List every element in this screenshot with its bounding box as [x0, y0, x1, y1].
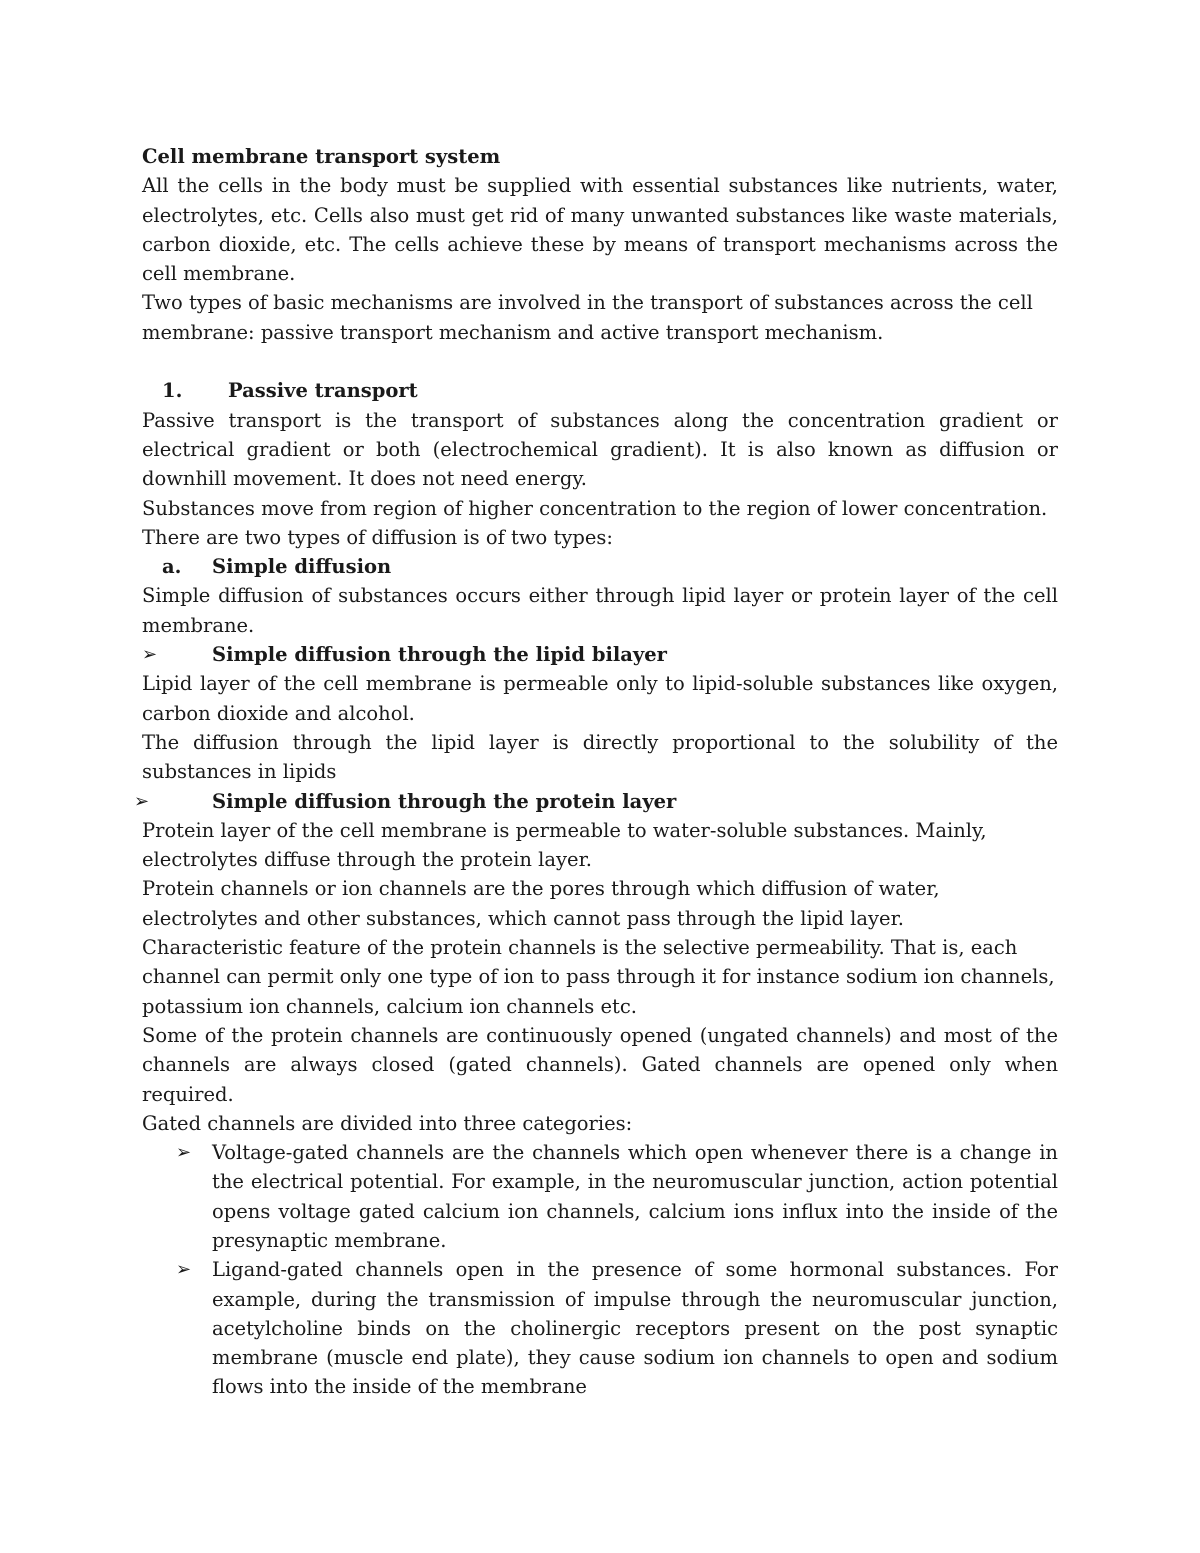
arrow-bullet-icon: ➢: [176, 1142, 192, 1164]
list-item-text: Ligand-gated channels open in the presence of some hormonal substances. For example, during the transmission of impulse through the neuromuscular junction, acetylcholine binds on the cholinergic receptors present on the post synaptic membrane (muscle end plate), they cause sodium ion channels to open and sodium flows into the inside of the membrane: [212, 1258, 1058, 1399]
protein-layer-title: Simple diffusion through the protein layer: [212, 789, 677, 813]
lipid-paragraph-1: Lipid layer of the cell membrane is permeable only to lipid-soluble substances like oxygen, carbon dioxide and alcohol.: [142, 672, 1058, 725]
arrow-bullet-icon: ➢: [142, 644, 158, 666]
list-item-text: Voltage-gated channels are the channels which open whenever there is a change in the electrical potential. For example, in the neuromuscular junction, action potential opens voltage gated calcium ion channels, calcium ions influx into the inside of the presynaptic membrane.: [212, 1141, 1058, 1252]
document-page: [134, 142, 1058, 1402]
protein-paragraph-1: Protein layer of the cell membrane is permeable to water-soluble substances. Mainly, electrolytes diffuse through the protein layer.: [142, 818, 987, 872]
simple-diffusion-paragraph: Simple diffusion of substances occurs either through lipid layer or protein layer of the cell membrane.: [142, 584, 1058, 637]
passive-paragraph-3: There are two types of diffusion is of two types:: [142, 525, 613, 549]
lipid-bilayer-heading: [142, 640, 1058, 669]
subsection-a-title: Simple diffusion: [212, 555, 392, 579]
arrow-bullet-icon: ➢: [134, 790, 150, 812]
passive-paragraph-1: Passive transport is the transport of substances along the concentration gradient or electrical gradient or both (electrochemical gradient). It is also known as diffusion or downhill movement. It does not need energy.: [142, 408, 1058, 491]
protein-paragraph-3: Characteristic feature of the protein channels is the selective permeability. That is, each channel can permit only one type of ion to pass through it for instance sodium ion channels, potassium ion channels, calcium ion channels etc.: [142, 936, 1055, 1018]
document-title: Cell membrane transport system: [142, 145, 501, 168]
intro-paragraph-1: All the cells in the body must be supplied with essential substances like nutrients, water, electrolytes, etc. Cells also must get rid of many unwanted substances like waste materials, carbon dioxide, etc. The cells achieve these by means of transport mechanisms across the cell membrane.: [142, 174, 1058, 286]
protein-paragraph-5: Gated channels are divided into three categories:: [142, 1111, 633, 1135]
intro-paragraph-2: Two types of basic mechanisms are involved in the transport of substances across the cell membrane: passive transport mechanism and active transport mechanism.: [142, 291, 1033, 344]
arrow-bullet-icon: ➢: [176, 1259, 192, 1281]
section-1-heading: [142, 376, 1058, 405]
lipid-bilayer-title: Simple diffusion through the lipid bilayer: [212, 643, 667, 667]
gated-channels-list: [142, 1138, 1058, 1402]
list-item: [142, 1255, 1058, 1401]
passive-paragraph-2: Substances move from region of higher concentration to the region of lower concentration.: [142, 496, 1048, 520]
spacer: [142, 347, 1058, 376]
section-1-title: Passive transport: [228, 379, 418, 403]
protein-layer-heading: [134, 787, 1058, 816]
list-item: [142, 1138, 1058, 1255]
subsection-a-letter: a.: [162, 555, 182, 579]
subsection-a-heading: [142, 552, 1058, 581]
protein-paragraph-2: Protein channels or ion channels are the pores through which diffusion of water, electrolytes and other substances, which cannot pass through the lipid layer.: [142, 877, 940, 930]
section-1-number: 1.: [162, 379, 183, 403]
protein-paragraph-4: Some of the protein channels are continuously opened (ungated channels) and most of the channels are always closed (gated channels). Gated channels are opened only when required.: [142, 1023, 1058, 1106]
lipid-paragraph-2: The diffusion through the lipid layer is directly proportional to the solubility of the substances in lipids: [142, 730, 1058, 784]
